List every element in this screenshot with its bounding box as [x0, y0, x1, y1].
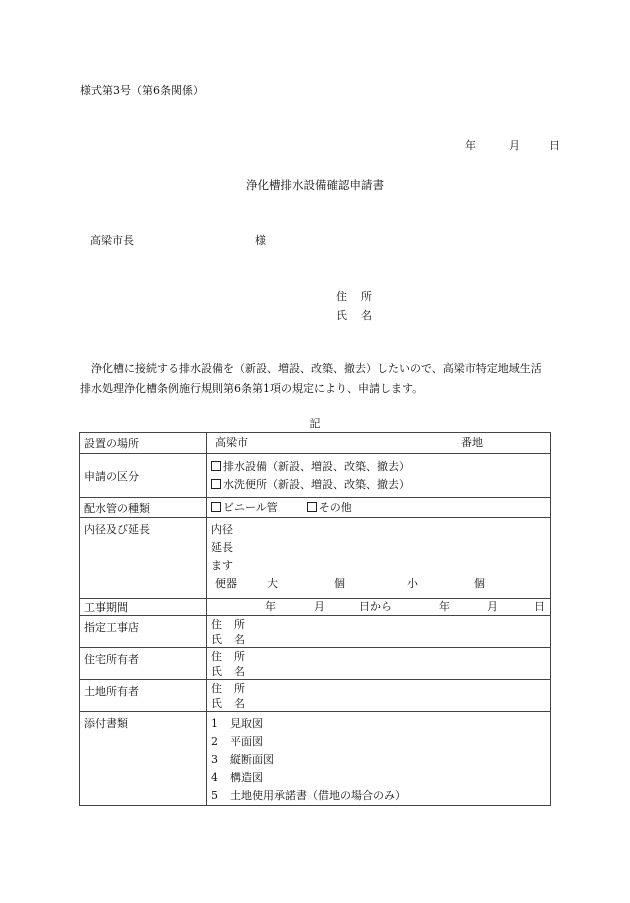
diameter-toilet: 便器 大 個 小 個	[215, 577, 485, 590]
attachment-item: 4 構造図	[211, 771, 263, 784]
location-banchi: 番地	[461, 436, 483, 449]
request-statement: 浄化槽に接続する排水設備を（新設、増設、改築、撤去）したいので、高梁市特定地域生活排水処理浄化槽条例施行規則第6条第1項の規定により、申請します。	[80, 362, 542, 395]
applicant-address-label: 住 所	[336, 290, 372, 303]
row-location	[80, 433, 551, 454]
checkbox[interactable]	[211, 479, 221, 489]
addressee-name: 高梁市長	[90, 234, 134, 247]
land-owner-label: 土地所有者	[80, 680, 207, 712]
checkbox[interactable]	[211, 461, 221, 471]
attachment-item: 3 縦断面図	[211, 753, 274, 766]
location-label: 設置の場所	[80, 433, 207, 454]
row-category	[80, 454, 551, 498]
date-day: 日	[549, 139, 560, 152]
document-title: 浄化槽排水設備確認申請書	[246, 178, 384, 192]
addressee	[90, 232, 266, 248]
checkbox[interactable]	[211, 502, 221, 512]
land-owner-values[interactable]: 住 所 氏 名	[207, 680, 551, 712]
attachment-item: 2 平面図	[211, 735, 263, 748]
addressee-honorific: 様	[255, 234, 266, 247]
application-table	[79, 432, 551, 806]
date-year: 年	[465, 139, 476, 152]
category-option-toilet[interactable]: 水洗便所（新設、増設、改築、撤去）	[211, 476, 546, 494]
pipe-option-vinyl[interactable]: ビニール管	[211, 501, 278, 514]
attachments-list	[207, 712, 551, 806]
form-number: 様式第3号（第6条関係）	[80, 84, 204, 97]
location-value[interactable]	[207, 433, 551, 454]
category-label: 申請の区分	[80, 454, 207, 498]
date-month: 月	[509, 139, 520, 152]
pipe-option-other[interactable]: その他	[307, 501, 352, 514]
row-pipe-type	[80, 498, 551, 518]
house-owner-label: 住宅所有者	[80, 648, 207, 680]
attachment-item: 5 土地使用承諾書（借地の場合のみ）	[211, 789, 406, 802]
attachment-item: 1 見取図	[211, 717, 263, 730]
period-label: 工事期間	[80, 599, 207, 616]
ki-heading: 記	[309, 417, 321, 430]
row-diameter	[80, 518, 551, 599]
house-owner-values[interactable]: 住 所 氏 名	[207, 648, 551, 680]
period-values[interactable]: 年 月 日から 年 月 日	[207, 599, 551, 616]
diameter-length: 延長	[211, 541, 233, 554]
contractor-values[interactable]: 住 所 氏 名	[207, 616, 551, 648]
diameter-values[interactable]	[207, 518, 551, 599]
diameter-label: 内径及び延長	[80, 518, 207, 599]
row-period	[80, 599, 551, 616]
location-city: 高梁市	[215, 436, 248, 449]
pipe-type-label: 配水管の種類	[80, 498, 207, 518]
contractor-label: 指定工事店	[80, 616, 207, 648]
date-line	[465, 137, 560, 153]
diameter-masu: ます	[211, 559, 233, 572]
applicant-name-label: 氏 名	[336, 309, 372, 322]
row-contractor	[80, 616, 551, 648]
applicant-block	[336, 287, 372, 325]
category-option-drainage[interactable]: 排水設備（新設、増設、改築、撤去）	[211, 458, 546, 476]
pipe-type-options	[207, 498, 551, 518]
category-options	[207, 454, 551, 498]
row-house-owner	[80, 648, 551, 680]
attachments-label: 添付書類	[80, 712, 207, 806]
checkbox[interactable]	[307, 502, 317, 512]
diameter-inner: 内径	[211, 523, 233, 536]
row-land-owner	[80, 680, 551, 712]
row-attachments	[80, 712, 551, 806]
